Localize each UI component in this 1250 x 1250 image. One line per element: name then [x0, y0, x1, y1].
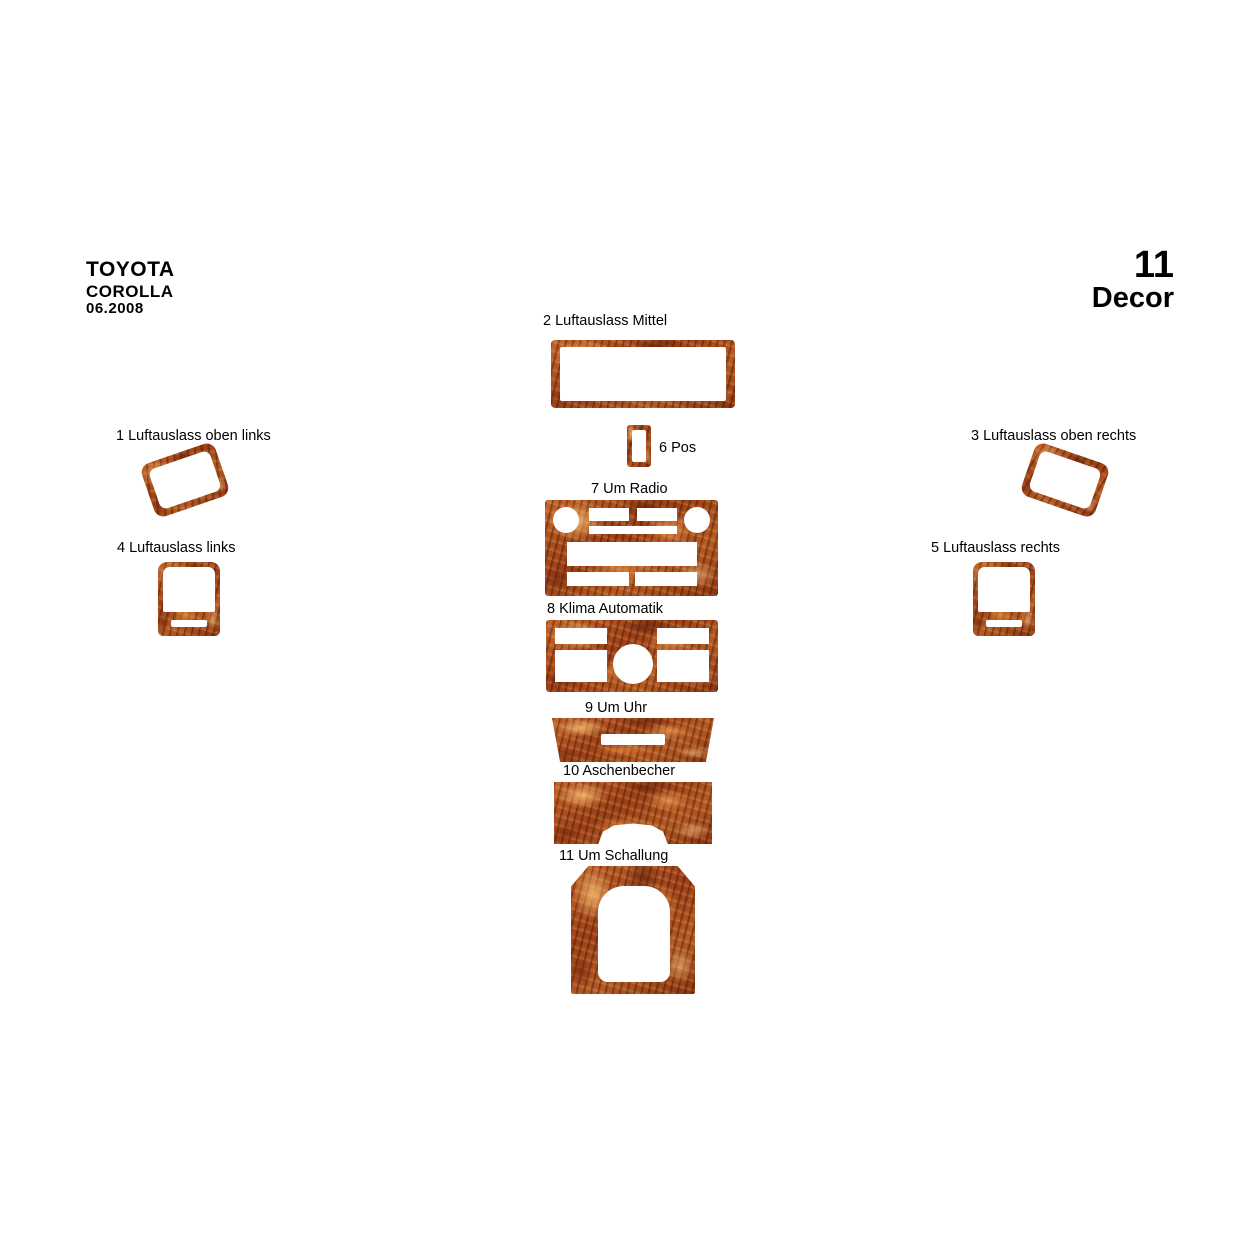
part-7-left-knob-cutout	[553, 507, 579, 533]
part-5-wood-body	[973, 562, 1035, 636]
part-5-upper-opening	[978, 567, 1030, 612]
part-9-wood-body	[552, 718, 714, 762]
part-1-opening	[148, 450, 222, 511]
label-part-2: 2 Luftauslass Mittel	[543, 313, 668, 329]
label-part-5: 5 Luftauslass rechts	[931, 540, 1060, 556]
part-8-right-lower-opening	[657, 650, 709, 682]
part-6-pos	[627, 425, 651, 467]
part-9-clock-opening	[601, 734, 665, 745]
label-part-11: 11 Um Schallung	[559, 848, 669, 864]
part-9-um-uhr	[552, 718, 714, 762]
label-part-10: 10 Aschenbecher	[563, 763, 676, 779]
part-3-opening	[1028, 450, 1102, 511]
part-1-wood-body	[139, 441, 231, 519]
part-2-wood-body	[551, 340, 735, 408]
brand-block	[86, 258, 175, 317]
part-7-bottom-opening-left	[567, 572, 629, 586]
part-8-center-dial-cutout	[613, 644, 653, 684]
part-10-aschenbecher	[554, 782, 712, 844]
part-5-luftauslass-rechts	[973, 562, 1035, 636]
part-11-shifter-opening	[598, 886, 670, 982]
part-2-opening	[560, 347, 726, 401]
part-6-opening	[632, 430, 646, 462]
part-7-bottom-opening-right	[635, 572, 697, 586]
part-8-klima-automatik	[546, 620, 718, 692]
part-8-left-lower-opening	[555, 650, 607, 682]
vehicle-model: COROLLA	[86, 281, 174, 301]
part-8-right-top-opening	[657, 628, 709, 644]
part-6-wood-body	[627, 425, 651, 467]
label-part-8: 8 Klima Automatik	[547, 601, 664, 617]
kit-piece-count: 11	[1133, 244, 1174, 286]
label-part-1: 1 Luftauslass oben links	[116, 428, 271, 444]
vehicle-make: TOYOTA	[86, 258, 175, 281]
part-7-um-radio	[545, 500, 718, 596]
kit-word: Decor	[1091, 282, 1174, 314]
part-3-luftauslass-oben-rechts	[1026, 452, 1104, 508]
part-7-display-slot-left	[589, 508, 629, 521]
part-2-luftauslass-mittel	[551, 340, 735, 408]
part-4-upper-opening	[163, 567, 215, 612]
part-7-center-opening	[567, 542, 697, 566]
part-7-display-slot-right	[637, 508, 677, 521]
part-11-um-schallung	[571, 866, 695, 994]
label-part-9: 9 Um Uhr	[585, 700, 648, 716]
part-1-luftauslass-oben-links	[146, 452, 224, 508]
part-3-wood-body	[1019, 441, 1111, 519]
part-4-wood-body	[158, 562, 220, 636]
part-4-luftauslass-links	[158, 562, 220, 636]
part-7-button-strip	[589, 526, 677, 534]
part-7-right-knob-cutout	[684, 507, 710, 533]
part-5-lower-slot	[986, 620, 1022, 627]
part-4-lower-slot	[171, 620, 207, 627]
label-part-4: 4 Luftauslass links	[117, 540, 236, 556]
part-10-wood-body	[554, 782, 712, 844]
part-8-wood-body	[546, 620, 718, 692]
kit-count-block	[1092, 246, 1174, 313]
part-7-wood-body	[545, 500, 718, 596]
vehicle-date: 06.2008	[86, 299, 144, 317]
label-part-7: 7 Um Radio	[591, 481, 668, 497]
part-8-left-top-opening	[555, 628, 607, 644]
label-part-3: 3 Luftauslass oben rechts	[971, 428, 1137, 444]
label-part-6: 6 Pos	[659, 440, 697, 456]
part-11-wood-body	[571, 866, 695, 994]
